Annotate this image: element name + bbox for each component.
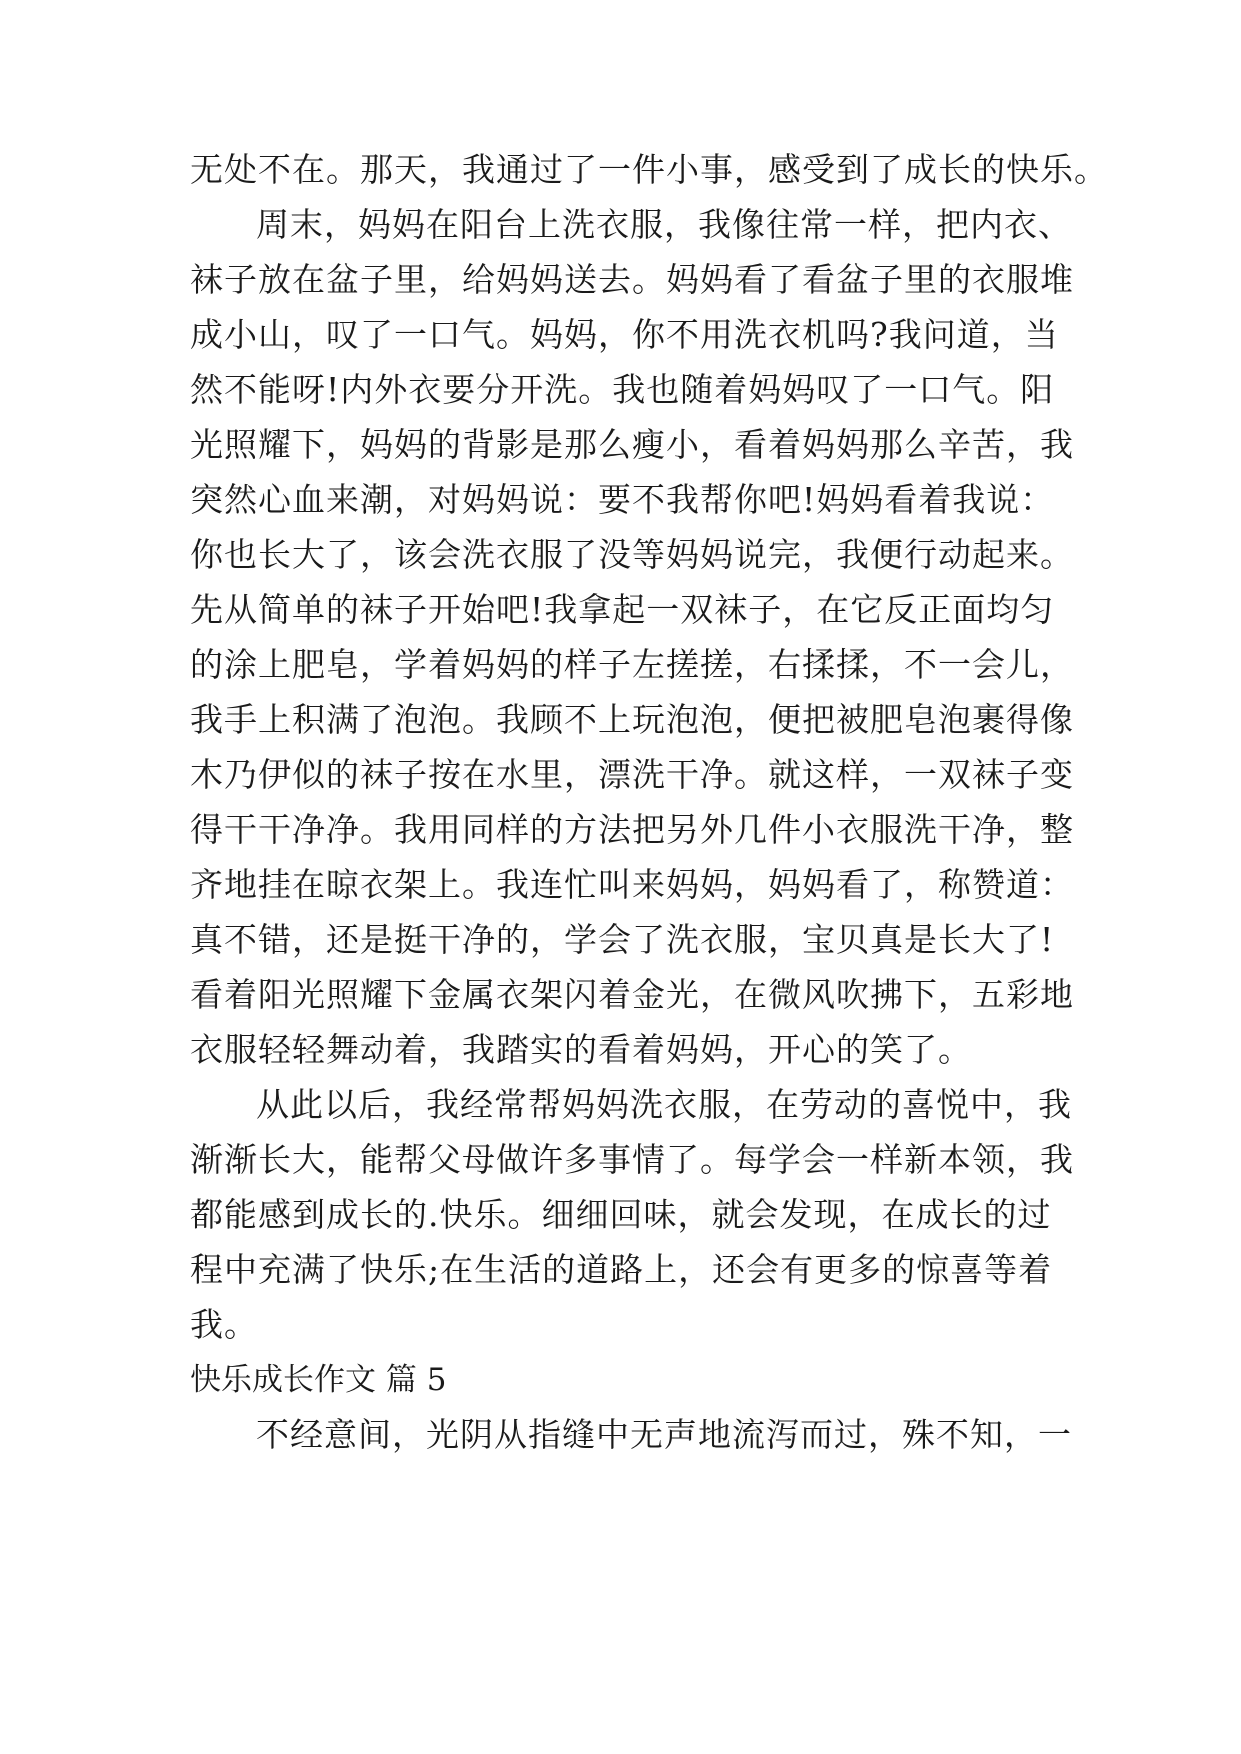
text-line: 木乃伊似的袜子按在水里，漂洗干净。就这样，一双袜子变 (190, 755, 1074, 794)
text-line: 你也长大了，该会洗衣服了没等妈妈说完，我便行动起来。 (190, 535, 1074, 574)
text-line: 无处不在。那天，我通过了一件小事，感受到了成长的快乐。 (190, 150, 1108, 189)
text-line: 都能感到成长的.快乐。细细回味，就会发现，在成长的过 (190, 1195, 1052, 1234)
text-line: 袜子放在盆子里，给妈妈送去。妈妈看了看盆子里的衣服堆 (190, 260, 1074, 299)
text-line: 得干干净净。我用同样的方法把另外几件小衣服洗干净，整 (190, 810, 1074, 849)
section-heading: 快乐成长作文 篇 5 (190, 1362, 447, 1398)
paragraph-start-line: 周末，妈妈在阳台上洗衣服，我像往常一样，把内衣、 (256, 205, 1072, 244)
text-line: 齐地挂在晾衣架上。我连忙叫来妈妈，妈妈看了，称赞道： (190, 865, 1074, 904)
paragraph-start-line: 不经意间，光阴从指缝中无声地流泻而过，殊不知，一 (256, 1415, 1072, 1454)
text-line: 然不能呀!内外衣要分开洗。我也随着妈妈叹了一口气。阳 (190, 370, 1055, 409)
text-line: 的涂上肥皂，学着妈妈的样子左搓搓，右揉揉，不一会儿， (190, 645, 1074, 684)
text-line: 成小山，叹了一口气。妈妈，你不用洗衣机吗?我问道，当 (190, 315, 1059, 354)
text-line: 衣服轻轻舞动着，我踏实的看着妈妈，开心的笑了。 (190, 1030, 972, 1069)
text-line: 我。 (190, 1305, 258, 1344)
text-line: 先从简单的袜子开始吧!我拿起一双袜子，在它反正面均匀 (190, 590, 1055, 629)
paragraph-start-line: 从此以后，我经常帮妈妈洗衣服，在劳动的喜悦中，我 (256, 1085, 1072, 1124)
text-line: 程中充满了快乐;在生活的道路上，还会有更多的惊喜等着 (190, 1250, 1053, 1289)
text-line: 突然心血来潮，对妈妈说：要不我帮你吧!妈妈看着我说： (190, 480, 1055, 519)
text-line: 看着阳光照耀下金属衣架闪着金光，在微风吹拂下，五彩地 (190, 975, 1074, 1014)
text-line: 光照耀下，妈妈的背影是那么瘦小，看着妈妈那么辛苦，我 (190, 425, 1074, 464)
text-line: 真不错，还是挺干净的，学会了洗衣服，宝贝真是长大了! (190, 920, 1055, 959)
text-line: 我手上积满了泡泡。我顾不上玩泡泡，便把被肥皂泡裹得像 (190, 700, 1074, 739)
text-line: 渐渐长大，能帮父母做许多事情了。每学会一样新本领，我 (190, 1140, 1074, 1179)
